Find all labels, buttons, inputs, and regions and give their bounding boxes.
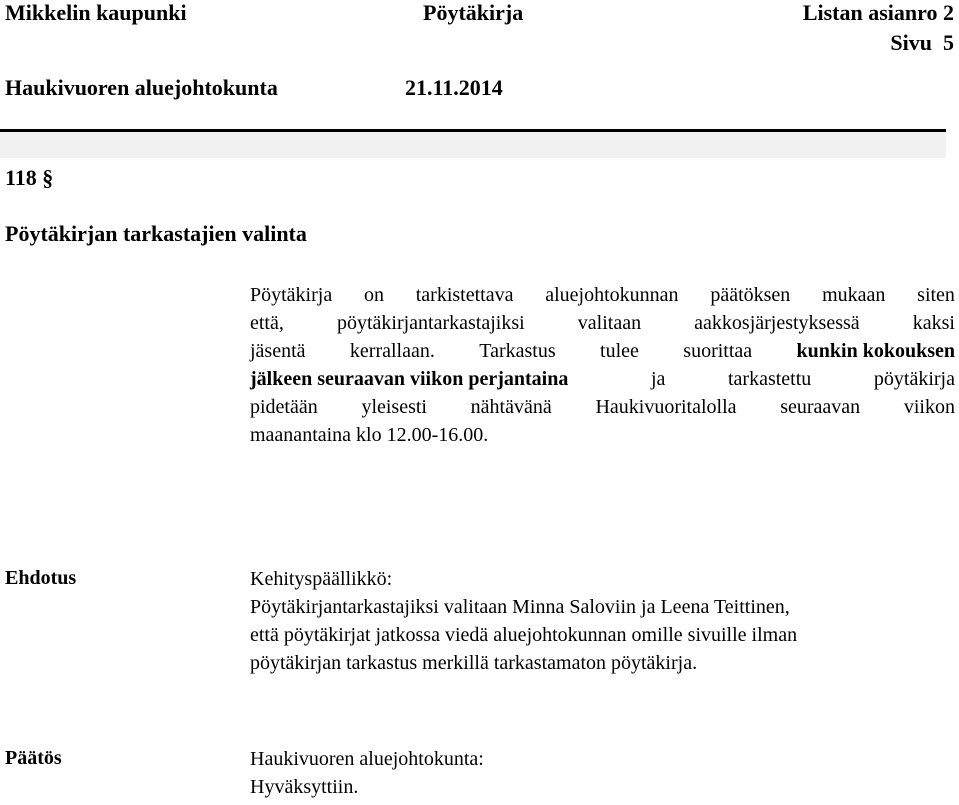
emphasis-text: kunkin kokouksen — [796, 340, 955, 362]
word: seuraavan — [780, 396, 861, 418]
word: viikon — [903, 396, 955, 418]
decision-text — [250, 745, 484, 801]
proposal-label: Ehdotus — [5, 567, 77, 589]
word: jäsentä — [250, 340, 306, 362]
word: kaksi — [912, 312, 955, 334]
proposal-line: että pöytäkirjat jatkossa viedä aluejohtokunnan omille sivuille ilman — [250, 624, 798, 646]
word: siten — [917, 284, 955, 306]
header-board: Haukivuoren aluejohtokunta — [5, 75, 278, 100]
proposal-text — [250, 565, 797, 677]
word: tulee — [600, 340, 639, 362]
decision-line: Haukivuoren aluejohtokunta: — [250, 748, 484, 770]
proposal-line: Kehityspäällikkö: — [250, 568, 393, 590]
decision-label: Päätös — [5, 747, 62, 769]
word: valitaan — [577, 312, 642, 334]
word: aluejohtokunnan — [545, 284, 679, 306]
word: on — [363, 284, 384, 306]
proposal-line: Pöytäkirjantarkastajiksi valitaan Minna Saloviin ja Leena Teittinen, — [250, 596, 790, 618]
word: yleisesti — [361, 396, 427, 418]
word: kerrallaan. — [349, 340, 435, 362]
paragraph-line — [250, 311, 955, 336]
word: että, — [250, 312, 284, 334]
word: Tarkastus — [479, 340, 556, 362]
header-page-number: Sivu 5 — [890, 30, 954, 55]
header-date: 21.11.2014 — [405, 75, 503, 100]
word: Pöytäkirja — [250, 284, 333, 306]
section-title: Pöytäkirjan tarkastajien valinta — [5, 221, 307, 246]
paragraph-line — [250, 283, 955, 308]
word: pöytäkirja — [873, 368, 955, 390]
header-doc-type: Pöytäkirja — [423, 0, 524, 25]
word: päätöksen — [710, 284, 791, 306]
paragraph-line — [250, 339, 955, 364]
word: ja — [650, 368, 666, 390]
word: aakkosjärjestyksessä — [694, 312, 860, 334]
word: Haukivuoritalolla — [595, 396, 737, 418]
word: pöytäkirjantarkastajiksi — [336, 312, 525, 334]
header-divider-shade — [0, 132, 946, 158]
decision-line: Hyväksyttiin. — [250, 776, 359, 798]
section-number: 118 § — [5, 165, 54, 190]
proposal-line: pöytäkirjan tarkastus merkillä tarkastamaton pöytäkirja. — [250, 652, 698, 674]
word: suorittaa — [683, 340, 753, 362]
word: tarkistettava — [415, 284, 514, 306]
word: pidetään — [250, 396, 318, 418]
header-list-item: Listan asianro 2 — [802, 0, 954, 25]
word: mukaan — [822, 284, 886, 306]
word: maanantaina klo 12.00-16.00. — [250, 424, 489, 446]
word: nähtävänä — [470, 396, 552, 418]
header-city: Mikkelin kaupunki — [5, 0, 187, 25]
word: tarkastettu — [727, 368, 812, 390]
paragraph-line — [250, 367, 955, 392]
paragraph-line — [250, 423, 955, 448]
paragraph-line — [250, 395, 955, 420]
body-paragraph — [250, 283, 955, 448]
emphasis-text: jälkeen seuraavan viikon perjantaina — [250, 368, 569, 390]
